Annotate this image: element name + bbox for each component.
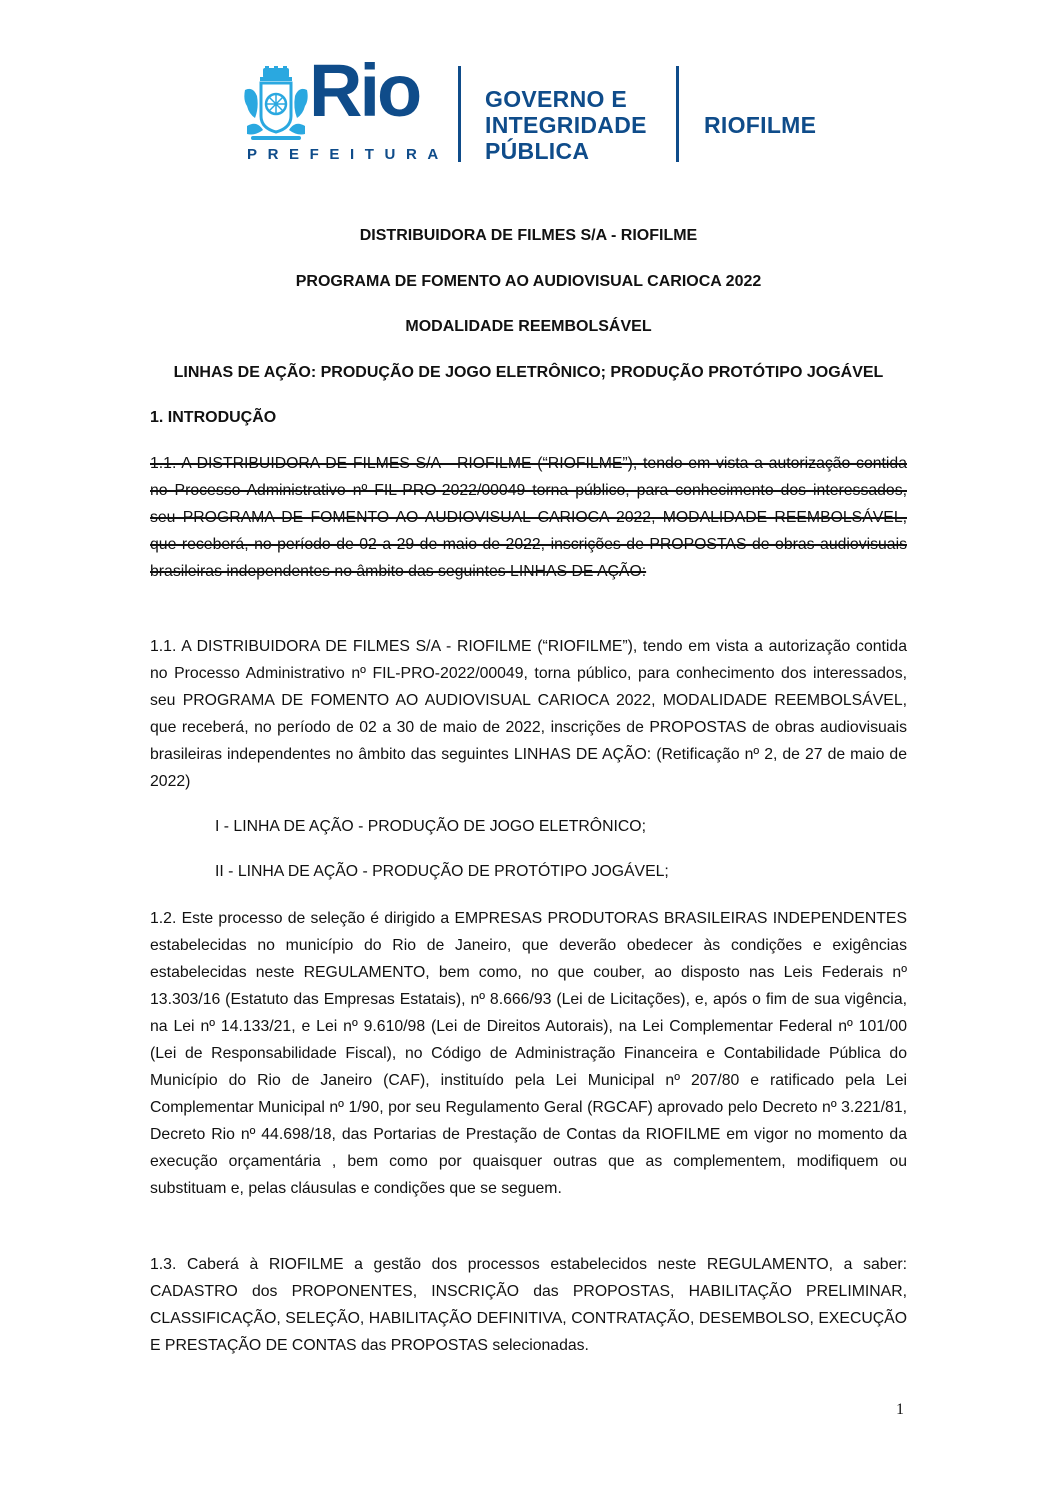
department-line: GOVERNO E bbox=[485, 86, 628, 112]
page-number: 1 bbox=[896, 1401, 904, 1418]
paragraph-1-2: 1.2. Este processo de seleção é dirigido a EMPRESAS PRODUTORAS BRASILEIRAS INDEPENDENTES estabelecidas no município do Rio de Janeiro, que deverão obedecer às condições e exigências estabelecidas neste REGULAMENTO, bem como, no que couber, ao disposto nas Leis Federais nº 13.303/16 (Estatuto das Empresas Estatais), nº 8.666/93 (Lei de Licitações), e, após o fim de sua vigência, na Lei nº 14.133/21, e Lei nº 9.610/98 (Lei de Direitos Autorais), na Lei Complementar Federal nº 101/00 (Lei de Responsabilidade Fiscal), no Código de Administração Financeira e Contabilidade Pública do Município do Rio de Janeiro (CAF), instituído pela Lei Municipal nº 207/80 e ratificado pela Lei Complementar Municipal nº 1/90, por seu Regulamento Geral (RGCAF) aprovado pelo Decreto nº 3.221/81, Decreto Rio nº 44.698/18, das Portarias de Prestação de Contas da RIOFILME em vigor no momento da execução orçamentária , bem como por quaisquer outras que as complementem, modifiquem ou substituam e, pelas cláusulas e condições que se seguem. bbox=[150, 910, 907, 1197]
line-of-action-item: II - LINHA DE AÇÃO - PRODUÇÃO DE PROTÓTIPO JOGÁVEL; bbox=[215, 863, 669, 880]
paragraph-1-1: 1.1. A DISTRIBUIDORA DE FILMES S/A - RIOFILME (“RIOFILME”), tendo em vista a autorização contida no Processo Administrativo nº FIL-PRO-2022/00049, torna público, para conhecimento dos interessados, seu PROGRAMA DE FOMENTO AO AUDIOVISUAL CARIOCA 2022, MODALIDADE REEMBOLSÁVEL, que receberá, no período de 02 a 30 de maio de 2022, inscrições de PROPOSTAS de obras audiovisuais brasileiras independentes no âmbito das seguintes LINHAS DE AÇÃO: (Retificação nº 2, de 27 de maio de 2022) bbox=[150, 638, 907, 790]
modality-title: MODALIDADE REEMBOLSÁVEL bbox=[405, 318, 652, 335]
agency-name: RIOFILME bbox=[704, 112, 817, 138]
department-name bbox=[485, 86, 647, 164]
department-line: INTEGRIDADE bbox=[485, 112, 647, 138]
paragraph-1-1-revoked: 1.1. A DISTRIBUIDORA DE FILMES S/A - RIOFILME (“RIOFILME”), tendo em vista a autorização contida no Processo Administrativo nº FIL-PRO-2022/00049 torna público, para conhecimento dos interessados, seu PROGRAMA DE FOMENTO AO AUDIOVISUAL CARIOCA 2022, MODALIDADE REEMBOLSÁVEL, que receberá, no período de 02 a 29 de maio de 2022, inscrições de PROPOSTAS de obras audiovisuais brasileiras independentes no âmbito das seguintes LINHAS DE AÇÃO: bbox=[150, 455, 907, 580]
section-title-introducao: 1. INTRODUÇÃO bbox=[150, 409, 277, 426]
header-logo bbox=[243, 49, 823, 164]
logo-divider bbox=[676, 66, 679, 162]
prefeitura-label: PREFEITURA bbox=[247, 146, 449, 163]
line-of-action-item: I - LINHA DE AÇÃO - PRODUÇÃO DE JOGO ELETRÔNICO; bbox=[215, 818, 646, 835]
department-line: PÚBLICA bbox=[485, 138, 590, 164]
program-title: PROGRAMA DE FOMENTO AO AUDIOVISUAL CARIOCA 2022 bbox=[295, 273, 762, 290]
document-title: DISTRIBUIDORA DE FILMES S/A - RIOFILME bbox=[359, 227, 698, 244]
rio-wordmark: Rio bbox=[309, 49, 420, 132]
lines-of-action-title: LINHAS DE AÇÃO: PRODUÇÃO DE JOGO ELETRÔNICO; PRODUÇÃO PROTÓTIPO JOGÁVEL bbox=[173, 364, 884, 381]
logo-divider bbox=[458, 66, 461, 162]
city-coat-of-arms-icon bbox=[243, 66, 309, 142]
paragraph-1-3: 1.3. Caberá à RIOFILME a gestão dos processos estabelecidos neste REGULAMENTO, a saber: CADASTRO dos PROPONENTES, INSCRIÇÃO das PROPOSTAS, HABILITAÇÃO PRELIMINAR, CLASSIFICAÇÃO, SELEÇÃO, HABILITAÇÃO DEFINITIVA, CONTRATAÇÃO, DESEMBOLSO, EXECUÇÃO E PRESTAÇÃO DE CONTAS das PROPOSTAS selecionadas. bbox=[150, 1256, 907, 1354]
